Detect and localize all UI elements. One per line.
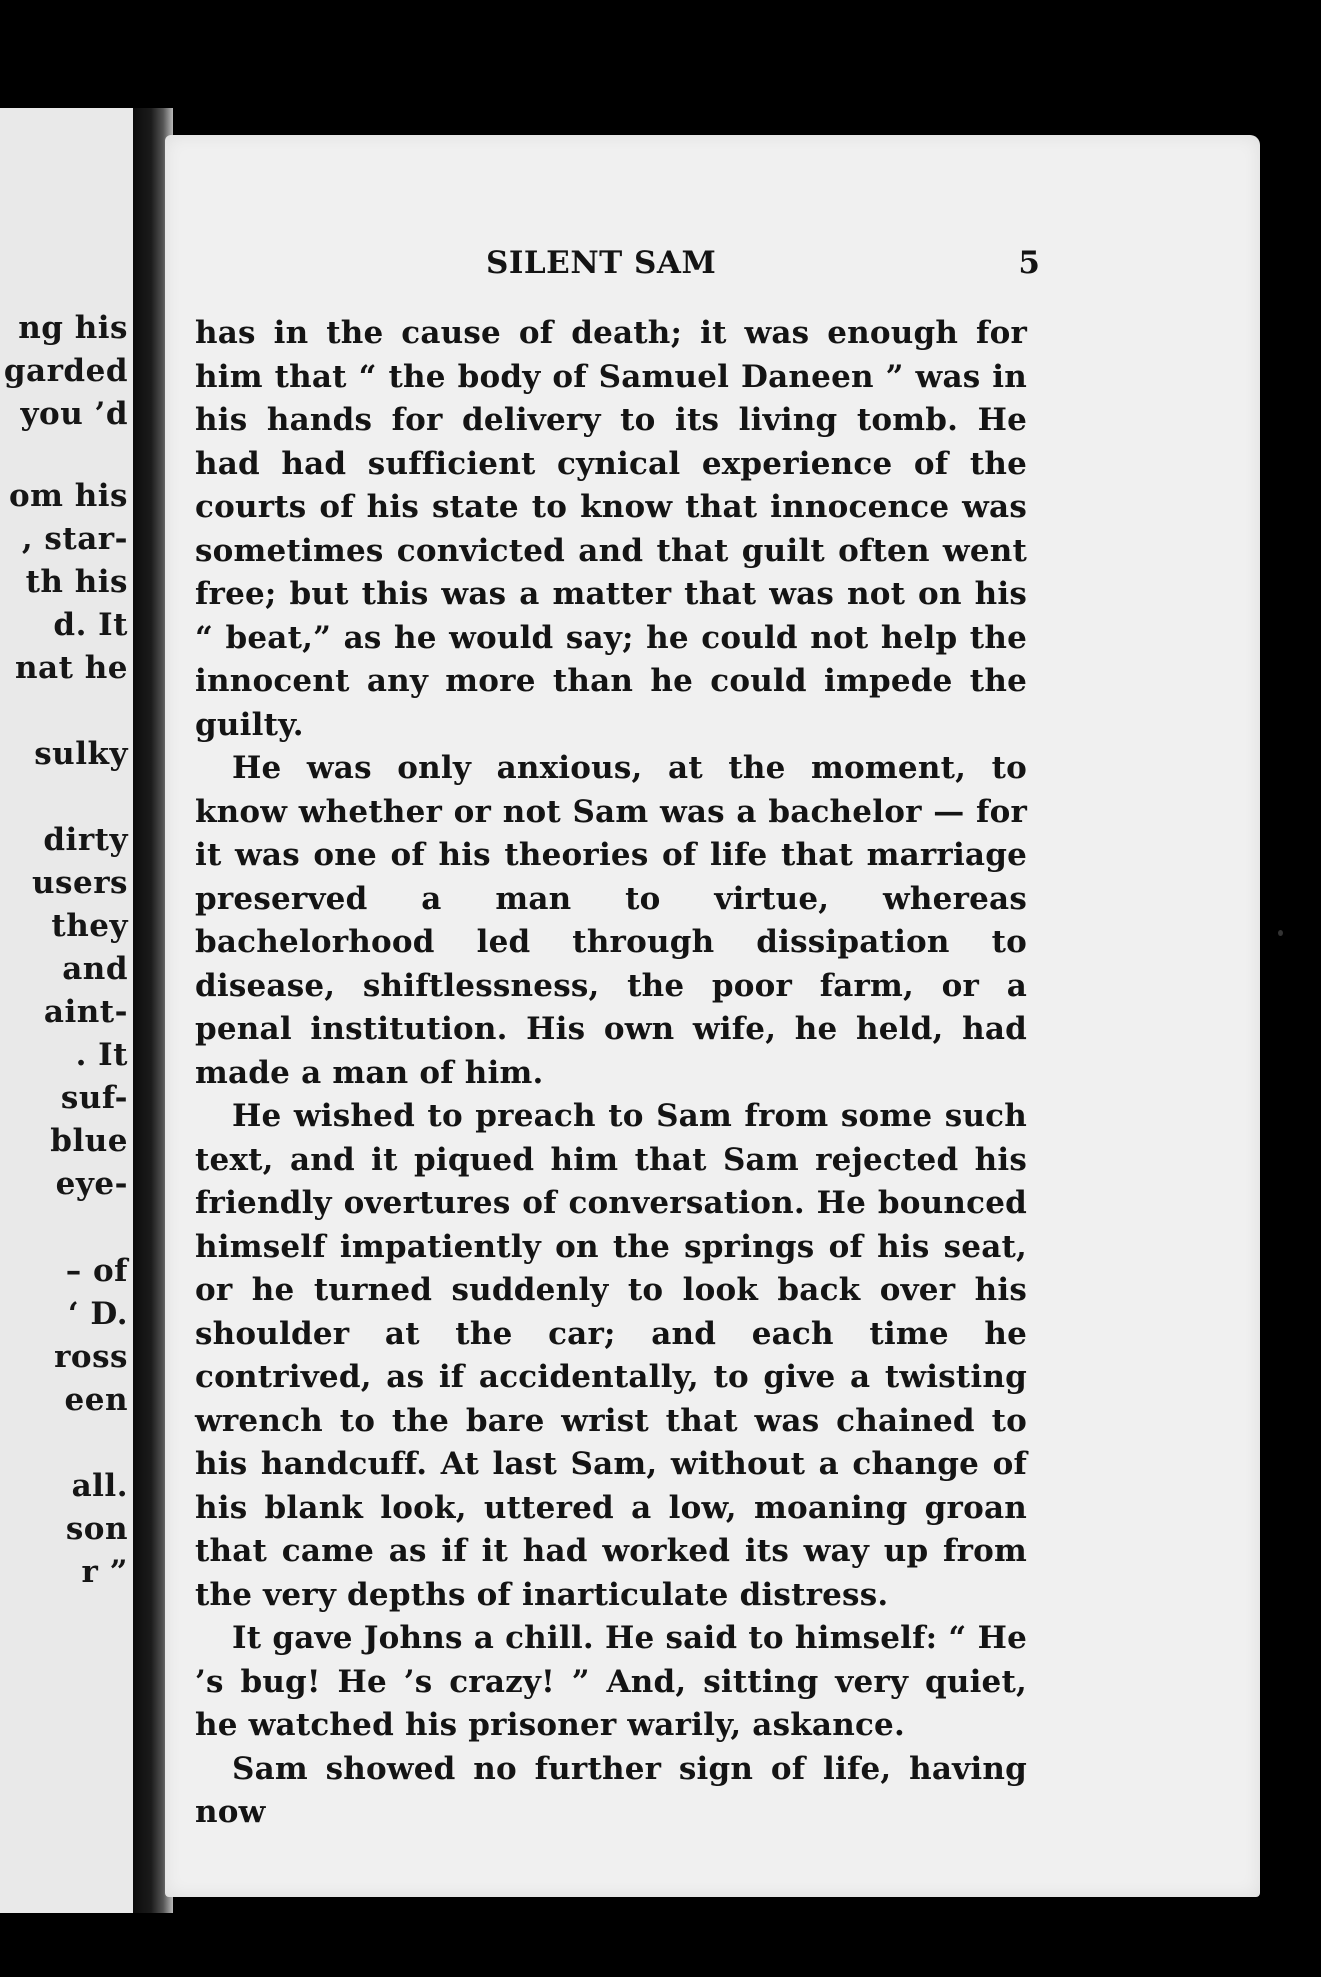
previous-page-line: blue (50, 1123, 128, 1159)
previous-page-line: dirty (43, 822, 128, 858)
paragraph: Sam showed no further sign of life, having now (195, 1750, 1027, 1830)
previous-page-line: d. It (53, 607, 128, 643)
previous-page-line: nat he (15, 650, 128, 686)
previous-page-line: ‘ D. (67, 1296, 128, 1332)
previous-page-line: eye- (55, 1166, 128, 1202)
paragraph: It gave Johns a chill. He said to himself: “ He ’s bug! He ’s crazy! ” And, sitting very quiet, he watched his prisoner warily, askance. (195, 1620, 1027, 1743)
previous-page-line: they (51, 908, 128, 944)
page-number: 5 (1018, 245, 1040, 281)
body-text (195, 312, 1027, 1835)
paragraph: He wished to preach to Sam from some such text, and it piqued him that Sam rejected his friendly overtures of conversation. He bounced himself impatiently on the springs of his seat, or he turned suddenly to look back over his shoulder at the car; and each time he contrived, as if accidentally, to give a twisting wrench to the bare wrist that was chained to his handcuff. At last Sam, without a change of his blank look, uttered a low, moaning groan that came as if it had worked its way up from the very depths of inarticulate distress. (195, 1098, 1027, 1613)
previous-page-line: son (65, 1511, 128, 1547)
previous-page-line: r ” (81, 1554, 128, 1590)
previous-page-line: ross (54, 1339, 128, 1375)
paragraph: He was only anxious, at the moment, to know whether or not Sam was a bachelor — for it was one of his theories of life that marriage preserved a man to virtue, whereas bachelorhood led through dissipation to disease, shiftlessness, the poor farm, or a penal institution. His own wife, he held, had made a man of him. (195, 750, 1027, 1091)
previous-page-line: garded (3, 353, 128, 389)
ink-speck (1278, 930, 1283, 936)
previous-page-line: users (32, 865, 128, 901)
previous-page-line: – of (65, 1253, 128, 1289)
previous-page-line: th his (25, 564, 128, 600)
paragraph: has in the cause of death; it was enough for him that “ the body of Samuel Daneen ” was in his hands for delivery to its living tomb. He had had sufficient cynical experience of the courts of his state to know that innocence was sometimes convicted and that guilt often went free; but this was a matter that was not on his “ beat,” as he would say; he could not help the innocent any more than he could impede the guilty. (195, 315, 1027, 743)
previous-page-line: suf- (60, 1080, 128, 1116)
previous-page-line: all. (71, 1468, 128, 1504)
previous-page-line: you ’d (20, 396, 128, 432)
previous-page-fragment (0, 108, 140, 1913)
previous-page-line: . It (75, 1037, 128, 1073)
running-head-title: SILENT SAM (486, 245, 717, 281)
previous-page-line: , star- (21, 521, 128, 557)
previous-page-line: aint- (43, 994, 128, 1030)
previous-page-line: een (64, 1382, 128, 1418)
previous-page-line: sulky (34, 736, 128, 772)
previous-page-line: om his (8, 478, 128, 514)
previous-page-line: ng his (18, 310, 128, 346)
running-head (200, 245, 1040, 285)
previous-page-line: and (62, 951, 128, 987)
